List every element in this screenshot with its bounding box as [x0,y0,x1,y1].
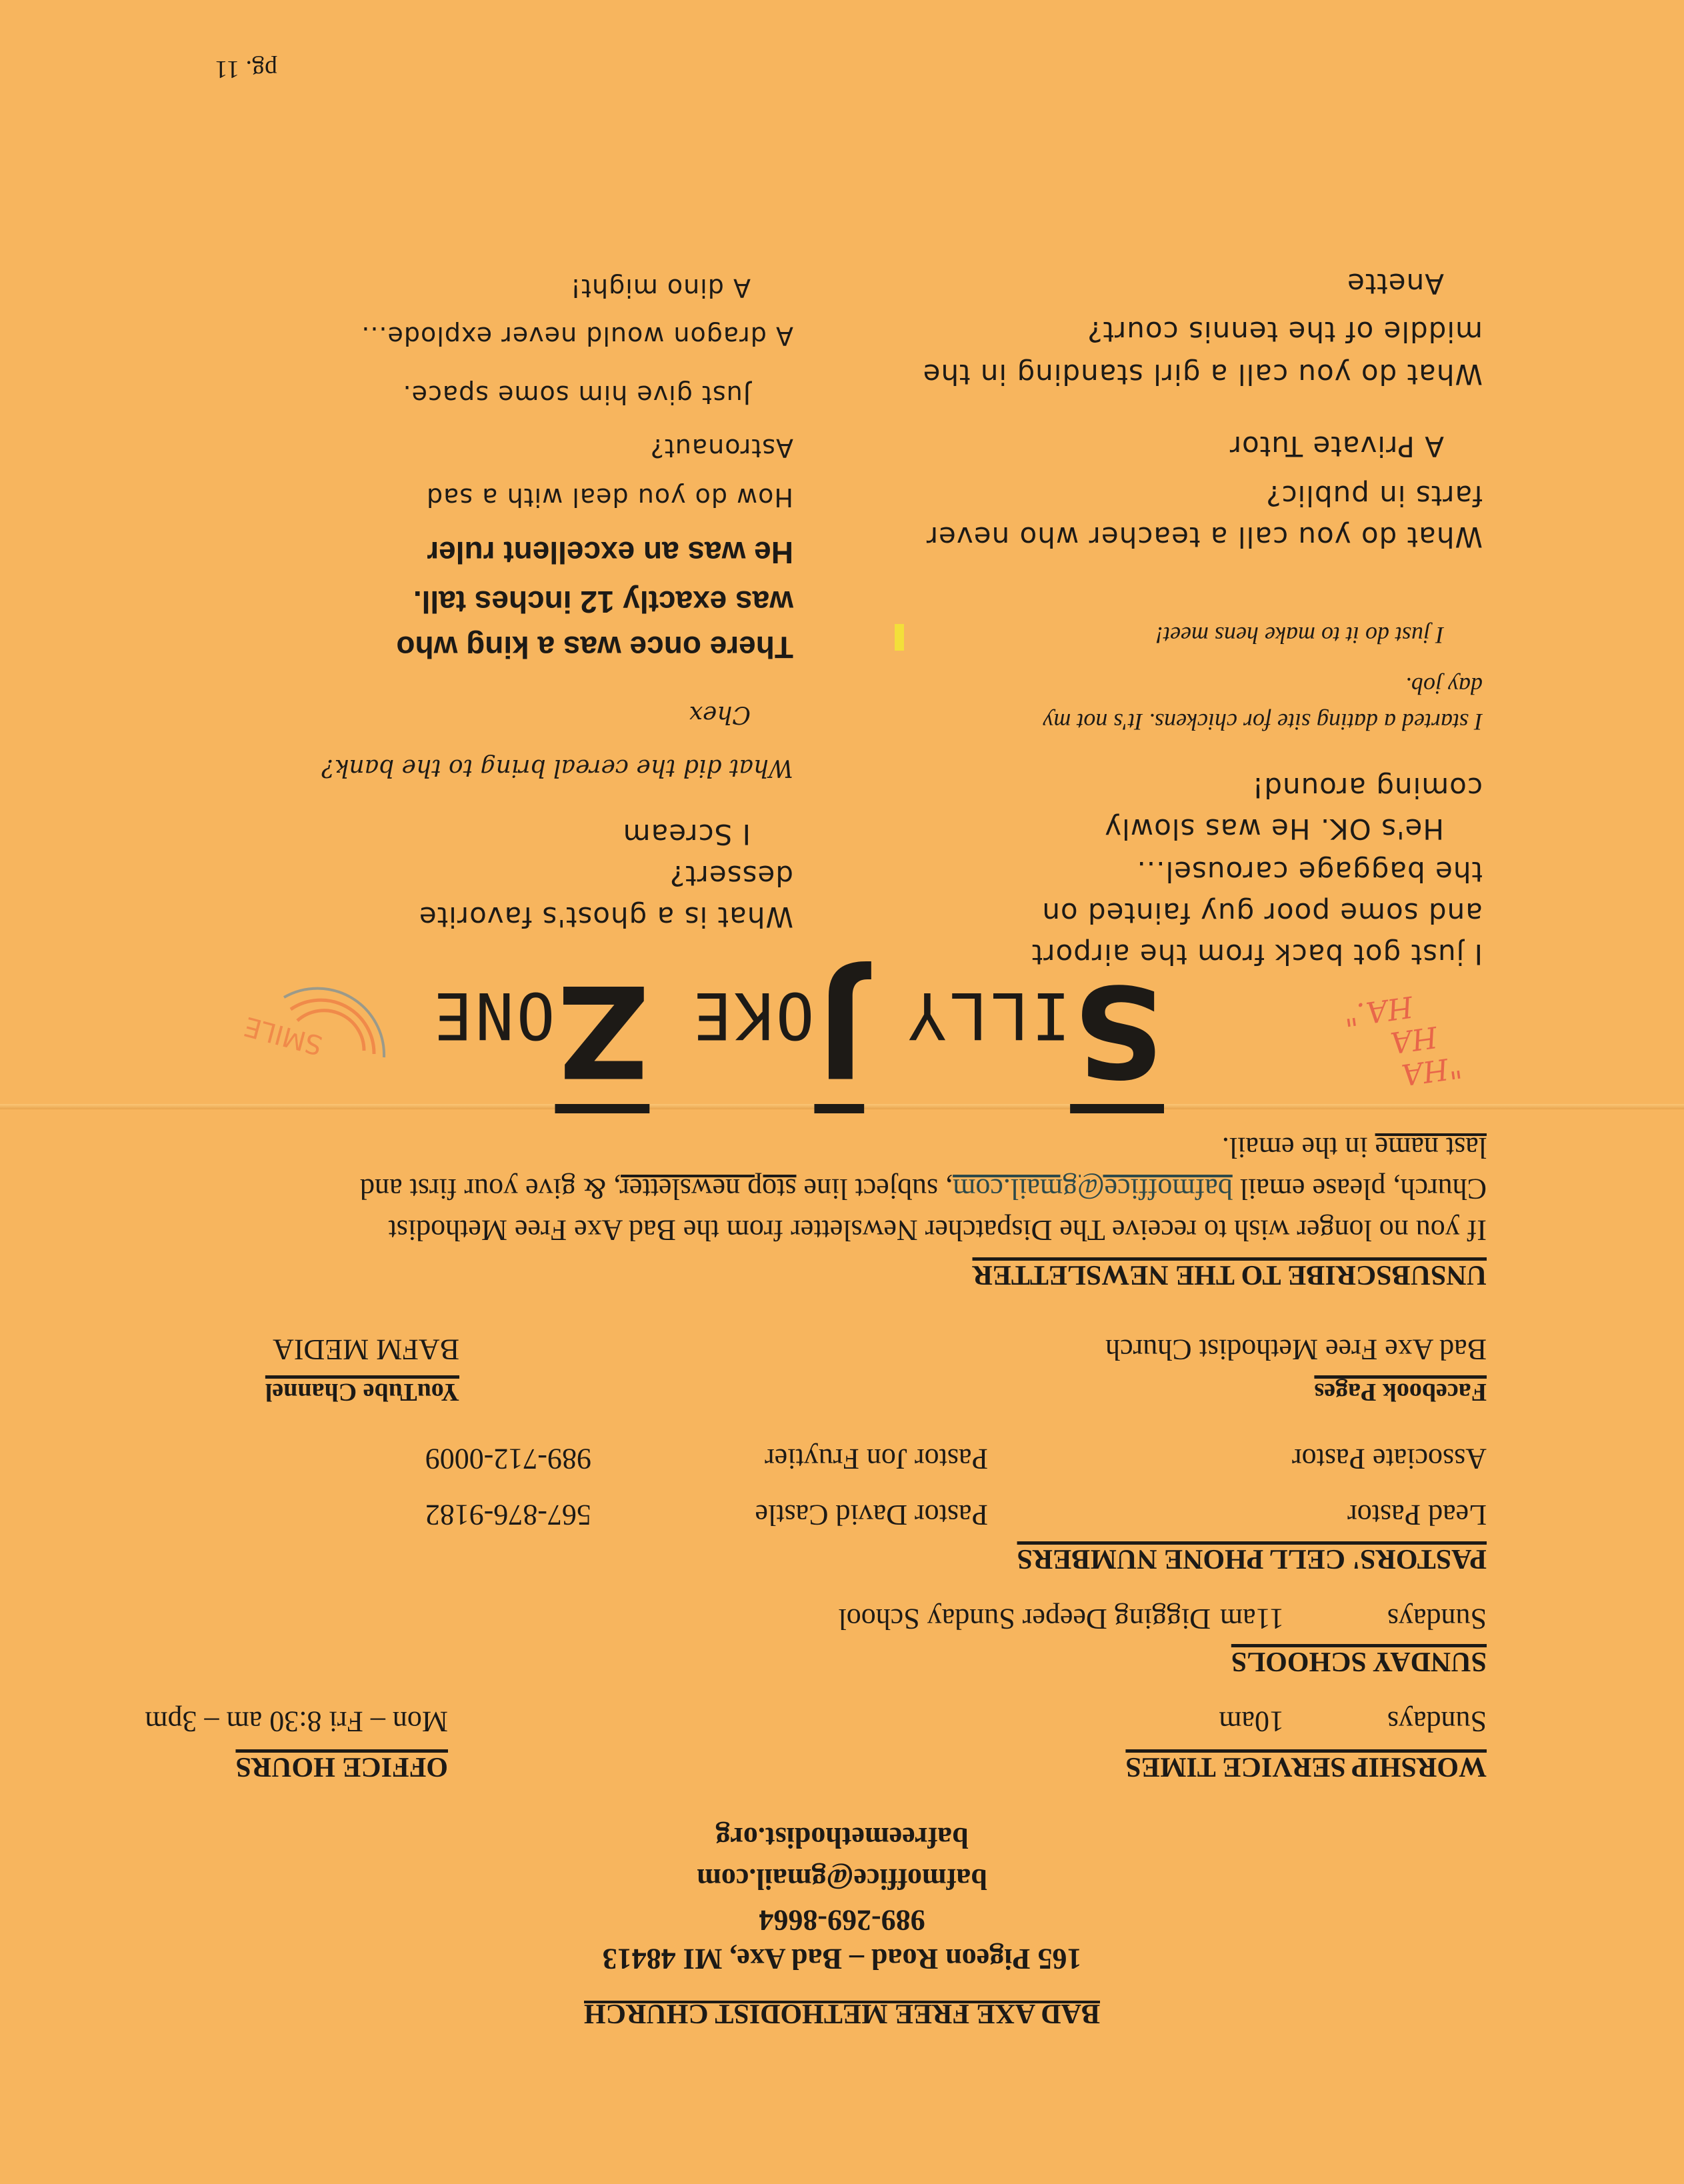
joke-line: Anette [1347,267,1444,300]
pastor-name: Pastor David Castle [755,1499,988,1531]
worship-heading: WORSHIP SERVICE TIMES [1125,1751,1487,1782]
joke-line: What do you call a girl standing in the [922,358,1483,391]
text: , & give your first and [360,1173,621,1205]
page-fold [0,1104,1684,1109]
pastor-phone: 989-712-0009 [425,1443,591,1475]
ha-annotation [1341,983,1464,1097]
text: OKE [649,978,815,1053]
text: last name [1375,1131,1487,1164]
joke-line: What did the cereal bring to the bank? [321,754,793,781]
pastors-heading: PASTORS' CELL PHONE NUMBERS [1017,1543,1487,1574]
youtube-value: BAFM MEDIA [273,1333,459,1366]
smile-text: SMILE [241,1010,326,1061]
page-number: pg. 11 [215,55,277,83]
text: $\overline{Z}$ [555,957,650,1104]
joke-line: dessert? [669,859,793,892]
jokes-title [431,957,1164,1104]
joke-line: A dragon would never explode... [361,321,793,351]
joke-line: He's OK. He was slowly [1104,813,1444,845]
pastor-role: Associate Pastor [1291,1443,1487,1475]
smile-stamp [237,977,397,1084]
joke-line: Chex [689,701,751,728]
unsubscribe-heading: UNSUBSCRIBE TO THE NEWSLETTER [972,1259,1487,1290]
text: HA [1388,1019,1440,1060]
joke-line: the baggage carousel... [1136,855,1483,888]
text: "HA [1399,1049,1464,1092]
joke-line: I started a dating site for chickens. It's not my [1043,709,1483,735]
text: $\overline{S}$ [1070,957,1164,1104]
joke-line: I Scream [622,818,751,851]
joke-line: Just give him some space. [402,380,751,409]
unsubscribe-text [1222,1131,1487,1165]
joke-line: farts in public? [1265,479,1483,512]
joke-line: middle of the tennis court? [1087,315,1483,348]
worship-day: Sundays [1387,1705,1487,1738]
joke-line: Astronaut? [649,433,793,463]
unsubscribe-text [360,1172,1487,1206]
pastor-phone: 567-876-9182 [425,1499,591,1531]
joke-line: What do you call a teacher who never [925,521,1483,553]
facebook-heading: Facebook Pages [1314,1378,1487,1406]
text: stop newsletter [621,1173,797,1205]
highlight-mark [895,624,904,651]
text: $\overline{J}$ [814,957,865,1104]
sunday-school-heading: SUNDAY SCHOOLS [1231,1646,1487,1677]
church-website: bafreemethodist.org [715,1821,969,1854]
unsubscribe-text: If you no longer wish to receive The Dispatcher Newsletter from the Bad Axe Free Methodist [388,1214,1487,1247]
smile-stamp-icon [237,977,397,1084]
worship-time: 10am [1219,1705,1284,1738]
sunday-school-time: 11am [1219,1603,1284,1635]
pastor-name: Pastor Jon Fruytier [765,1443,988,1475]
pastor-role: Lead Pastor [1347,1499,1487,1531]
text: in the email. [1221,1131,1375,1164]
joke-line: was exactly 12 inches tall. [413,585,793,619]
joke-line: coming around! [1251,771,1483,804]
text: HA." [1341,989,1415,1033]
facebook-value: Bad Axe Free Methodist Church [1105,1333,1487,1366]
joke-line: How do you deal with a sad [425,483,793,512]
joke-line: and some poor guy fainted on [1041,897,1483,929]
church-email: bafmoffice@gmail.com [697,1863,987,1895]
joke-line: A dino might! [569,273,751,303]
office-heading: OFFICE HOURS [235,1751,448,1782]
text: , subject line [796,1173,953,1205]
sunday-school-day: Sundays [1387,1603,1487,1635]
text: Church, please email [1232,1173,1487,1205]
youtube-heading: YouTube Channel [265,1378,459,1406]
joke-line: What is a ghost's favorite [418,901,793,933]
office-hours: Mon – Fri 8:30 am – 3pm [145,1705,448,1738]
joke-line: I just got back from the airport [1031,938,1483,971]
joke-line: There once was a king who [396,630,793,665]
email-link[interactable]: bafmoffice@gmail.com [953,1173,1233,1205]
text: ONE [431,978,555,1053]
joke-line: He was an excellent ruler [427,535,793,570]
church-address: 165 Pigeon Road – Bad Axe, MI 48413 [602,1943,1082,1975]
church-name: BAD AXE FREE METHODIST CHURCH [584,1998,1101,2029]
text: ILLY [864,978,1071,1053]
joke-line: day job. [1405,673,1483,699]
sunday-school-name: Digging Deeper Sunday School [838,1603,1211,1635]
joke-line: I just do it to make hens meet! [1155,622,1444,649]
church-phone: 989-269-8664 [759,1904,925,1937]
joke-line: A Private Tutor [1229,430,1444,463]
